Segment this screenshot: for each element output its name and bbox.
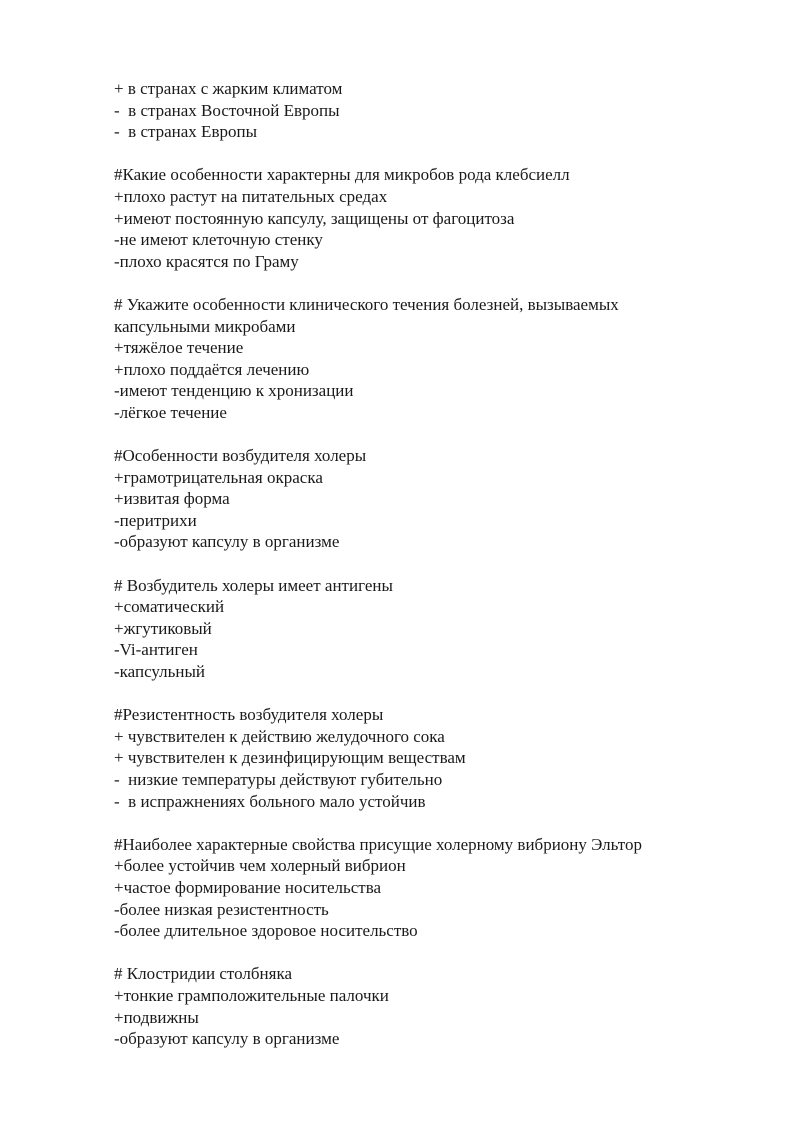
question-text: # Клостридии столбняка bbox=[114, 964, 292, 984]
answer-line: +плохо поддаётся лечению bbox=[114, 359, 310, 379]
answer-line: -не имеют клеточную стенку bbox=[114, 230, 323, 250]
answer-line: +частое формирование носительства bbox=[114, 877, 382, 897]
blank-line bbox=[114, 424, 764, 446]
answer-line: - в странах Европы bbox=[114, 122, 257, 142]
answer-line: +тяжёлое течение bbox=[114, 338, 244, 358]
question-text: #Особенности возбудителя холеры bbox=[114, 446, 367, 466]
answer-line: -лёгкое течение bbox=[114, 402, 227, 422]
answer-line: +жгутиковый bbox=[114, 618, 212, 638]
answer-line: - низкие температуры действуют губительно bbox=[114, 770, 443, 789]
answer-line: -Vi-антиген bbox=[114, 640, 198, 660]
blank-line bbox=[114, 942, 764, 964]
question-block bbox=[114, 834, 764, 942]
answer-line: - в странах Восточной Европы bbox=[114, 100, 340, 120]
blank-line bbox=[114, 143, 764, 165]
question-block bbox=[114, 294, 764, 424]
document-page bbox=[114, 78, 764, 1050]
answer-line: -образуют капсулу в организме bbox=[114, 1029, 340, 1049]
answer-line: +имеют постоянную капсулу, защищены от фагоцитоза bbox=[114, 208, 515, 228]
answer-line: +подвижны bbox=[114, 1007, 199, 1027]
answer-line: -имеют тенденцию к хронизации bbox=[114, 381, 354, 401]
answer-line: - в испражнениях больного мало устойчив bbox=[114, 791, 426, 811]
answer-line: -более низкая резистентность bbox=[114, 899, 329, 919]
question-block bbox=[114, 78, 764, 143]
answer-line: -более длительное здоровое носительство bbox=[114, 921, 418, 941]
answer-line: +грамотрицательная окраска bbox=[114, 467, 323, 487]
answer-line: + чувствителен к действию желудочного сока bbox=[114, 726, 445, 746]
question-text: # Возбудитель холеры имеет антигены bbox=[114, 575, 393, 595]
answer-line: + чувствителен к дезинфицирующим веществам bbox=[114, 748, 466, 768]
blank-line bbox=[114, 272, 764, 294]
question-block bbox=[114, 445, 764, 553]
answer-line: -плохо красятся по Граму bbox=[114, 251, 299, 271]
answer-line: -перитрихи bbox=[114, 510, 197, 530]
blank-line bbox=[114, 812, 764, 834]
question-text: #Резистентность возбудителя холеры bbox=[114, 705, 384, 725]
blank-line bbox=[114, 683, 764, 705]
question-text: #Какие особенности характерны для микробов рода клебсиелл bbox=[114, 165, 570, 185]
question-block bbox=[114, 963, 764, 1049]
answer-line: +более устойчив чем холерный вибрион bbox=[114, 856, 406, 876]
question-block bbox=[114, 575, 764, 683]
answer-line: +плохо растут на питательных средах bbox=[114, 186, 388, 206]
question-block bbox=[114, 164, 764, 272]
answer-line: +извитая форма bbox=[114, 489, 230, 509]
question-text: # Укажите особенности клинического течения болезней, вызываемых капсульными микробами bbox=[114, 294, 619, 336]
answer-line: +соматический bbox=[114, 597, 225, 617]
blank-line bbox=[114, 553, 764, 575]
answer-line: +тонкие грамположительные палочки bbox=[114, 985, 389, 1005]
answer-line: -капсульный bbox=[114, 662, 206, 682]
answer-line: -образуют капсулу в организме bbox=[114, 532, 340, 552]
answer-line: + в странах с жарким климатом bbox=[114, 79, 343, 98]
question-text: #Наиболее характерные свойства присущие холерному вибриону Эльтор bbox=[114, 834, 642, 854]
question-block bbox=[114, 704, 764, 812]
